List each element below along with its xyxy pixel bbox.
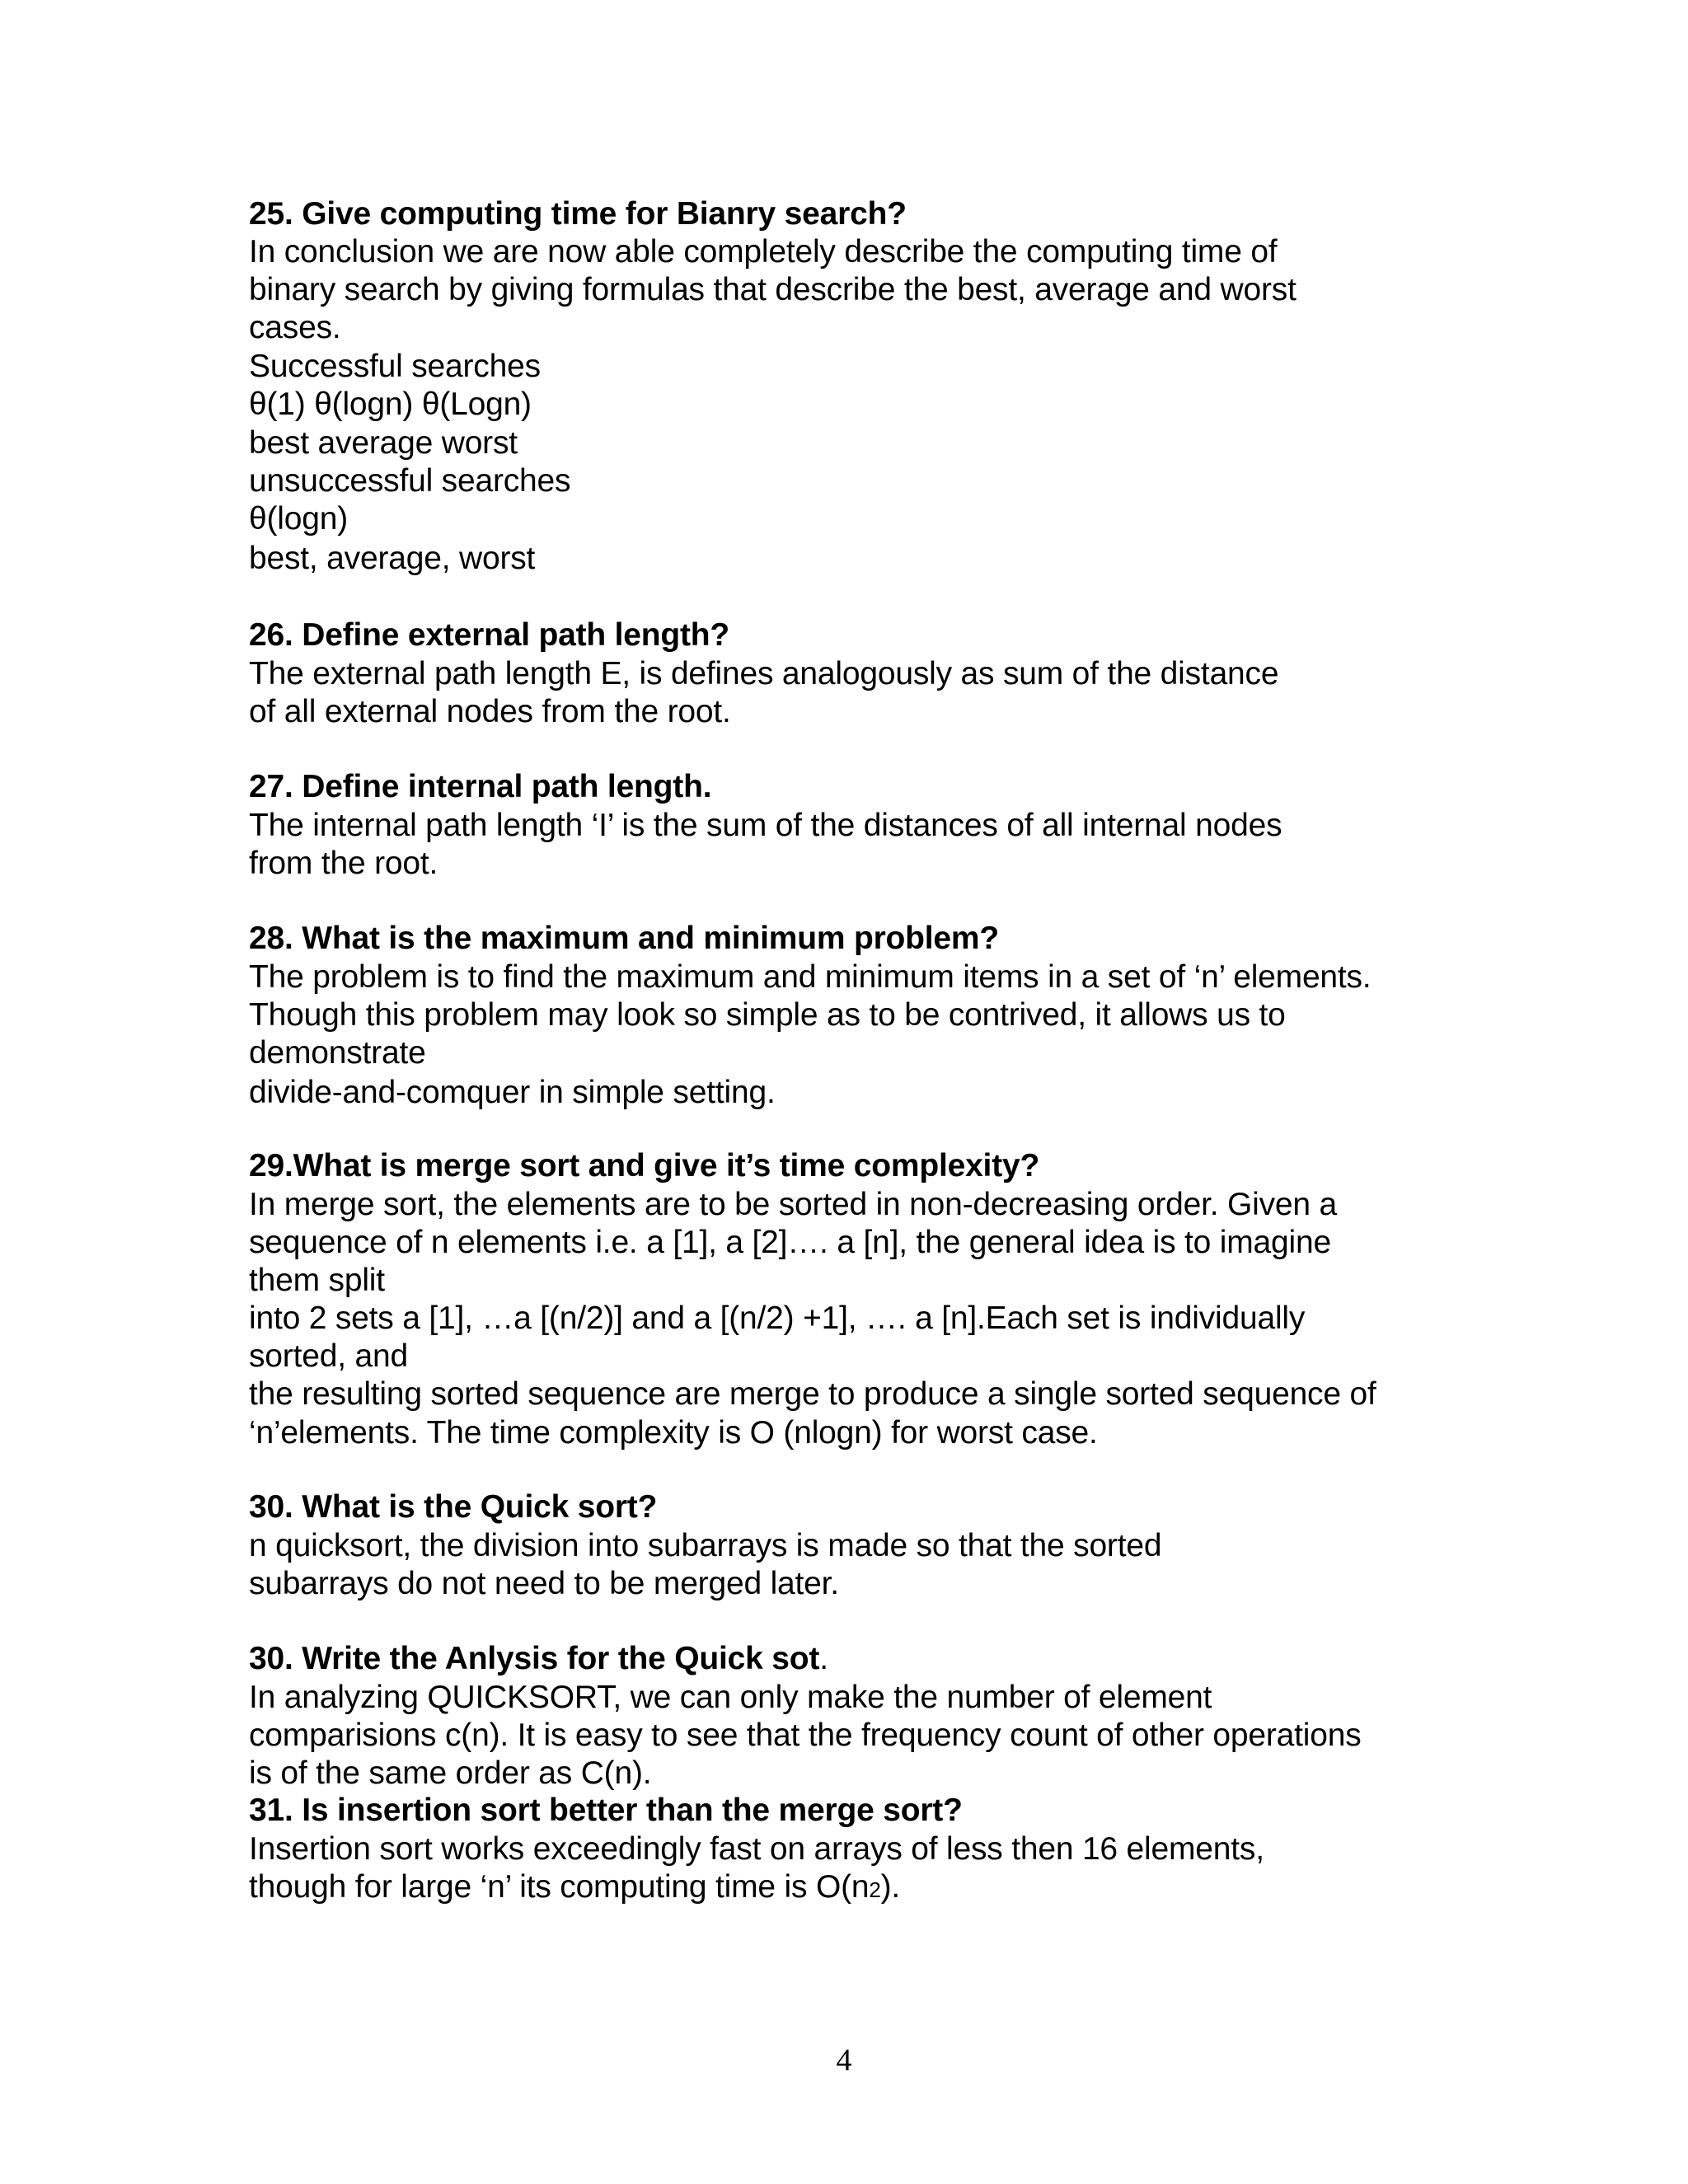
- question-30-heading: 30. What is the Quick sort?: [249, 1489, 658, 1525]
- question-31-heading: 31. Is insertion sort better than the merge sort?: [249, 1793, 963, 1828]
- answer-31-line-2: [249, 1868, 900, 1909]
- answer-29-line-1: In merge sort, the elements are to be sorted in non-decreasing order. Given a: [249, 1187, 1338, 1222]
- question-25-heading: 25. Give computing time for Bianry search?: [249, 196, 907, 232]
- answer-29-line-6: the resulting sorted sequence are merge to produce a single sorted sequence of: [249, 1376, 1376, 1412]
- answer-25-line-9: best, average, worst: [249, 541, 536, 576]
- question-30b-text: 30. Write the Anlysis for the Quick sot: [249, 1641, 820, 1676]
- answer-26-line-1: The external path length E, is defines analogously as sum of the distance: [249, 656, 1279, 691]
- answer-29-line-2: sequence of n elements i.e. a [1], a [2]…. a [n], the general idea is to imagine: [249, 1225, 1331, 1260]
- answer-25-line-2: binary search by giving formulas that describe the best, average and worst: [249, 272, 1296, 307]
- answer-25-line-7: unsuccessful searches: [249, 463, 571, 499]
- answer-30b-line-2: comparisions c(n). It is easy to see that the frequency count of other operations: [249, 1718, 1362, 1753]
- answer-27-line-1: The internal path length ‘I’ is the sum of the distances of all internal nodes: [249, 808, 1282, 843]
- page-number: 4: [836, 2043, 852, 2078]
- answer-30b-line-3: is of the same order as C(n).: [249, 1755, 652, 1791]
- answer-29-line-4: into 2 sets a [1], …a [(n/2)] and a [(n/2) +1], …. a [n].Each set is individually: [249, 1301, 1306, 1336]
- answer-26-line-2: of all external nodes from the root.: [249, 694, 731, 729]
- answer-28-line-2: Though this problem may look so simple as to be contrived, it allows us to: [249, 997, 1286, 1033]
- answer-30b-line-1: In analyzing QUICKSORT, we can only make the number of element: [249, 1680, 1212, 1715]
- question-27-heading: 27. Define internal path length.: [249, 769, 712, 804]
- answer-28-line-4: divide-and-comquer in simple setting.: [249, 1075, 776, 1110]
- answer-29-line-7: ‘n’elements. The time complexity is O (nlogn) for worst case.: [249, 1415, 1098, 1451]
- answer-29-line-3: them split: [249, 1263, 385, 1298]
- question-28-heading: 28. What is the maximum and minimum problem?: [249, 921, 1000, 956]
- answer-25-line-4: Successful searches: [249, 349, 541, 384]
- answer-25-line-1: In conclusion we are now able completely describe the computing time of: [249, 234, 1278, 269]
- question-29-heading: 29.What is merge sort and give it’s time complexity?: [249, 1148, 1040, 1183]
- answer-31-line-1: Insertion sort works exceedingly fast on arrays of less then 16 elements,: [249, 1831, 1264, 1867]
- question-30b-period: .: [819, 1641, 828, 1676]
- answer-25-line-8: θ(logn): [249, 501, 348, 537]
- answer-31-subscript: 2: [869, 1877, 881, 1902]
- answer-30-line-2: subarrays do not need to be merged later.: [249, 1566, 839, 1601]
- answer-30-line-1: n quicksort, the division into subarrays is made so that the sorted: [249, 1528, 1162, 1563]
- answer-31-line-2-text: though for large ‘n’ its computing time is O(n: [249, 1869, 870, 1905]
- answer-27-line-2: from the root.: [249, 846, 438, 881]
- answer-25-line-5: θ(1) θ(logn) θ(Logn): [249, 387, 532, 422]
- question-30b-heading: [249, 1640, 828, 1678]
- answer-25-line-6: best average worst: [249, 425, 518, 461]
- answer-25-line-3: cases.: [249, 310, 341, 345]
- question-26-heading: 26. Define external path length?: [249, 617, 730, 653]
- answer-29-line-5: sorted, and: [249, 1338, 408, 1374]
- answer-28-line-1: The problem is to find the maximum and minimum items in a set of ‘n’ elements.: [249, 959, 1372, 995]
- answer-28-line-3: demonstrate: [249, 1035, 426, 1071]
- answer-31-line-2-end: ).: [880, 1869, 901, 1905]
